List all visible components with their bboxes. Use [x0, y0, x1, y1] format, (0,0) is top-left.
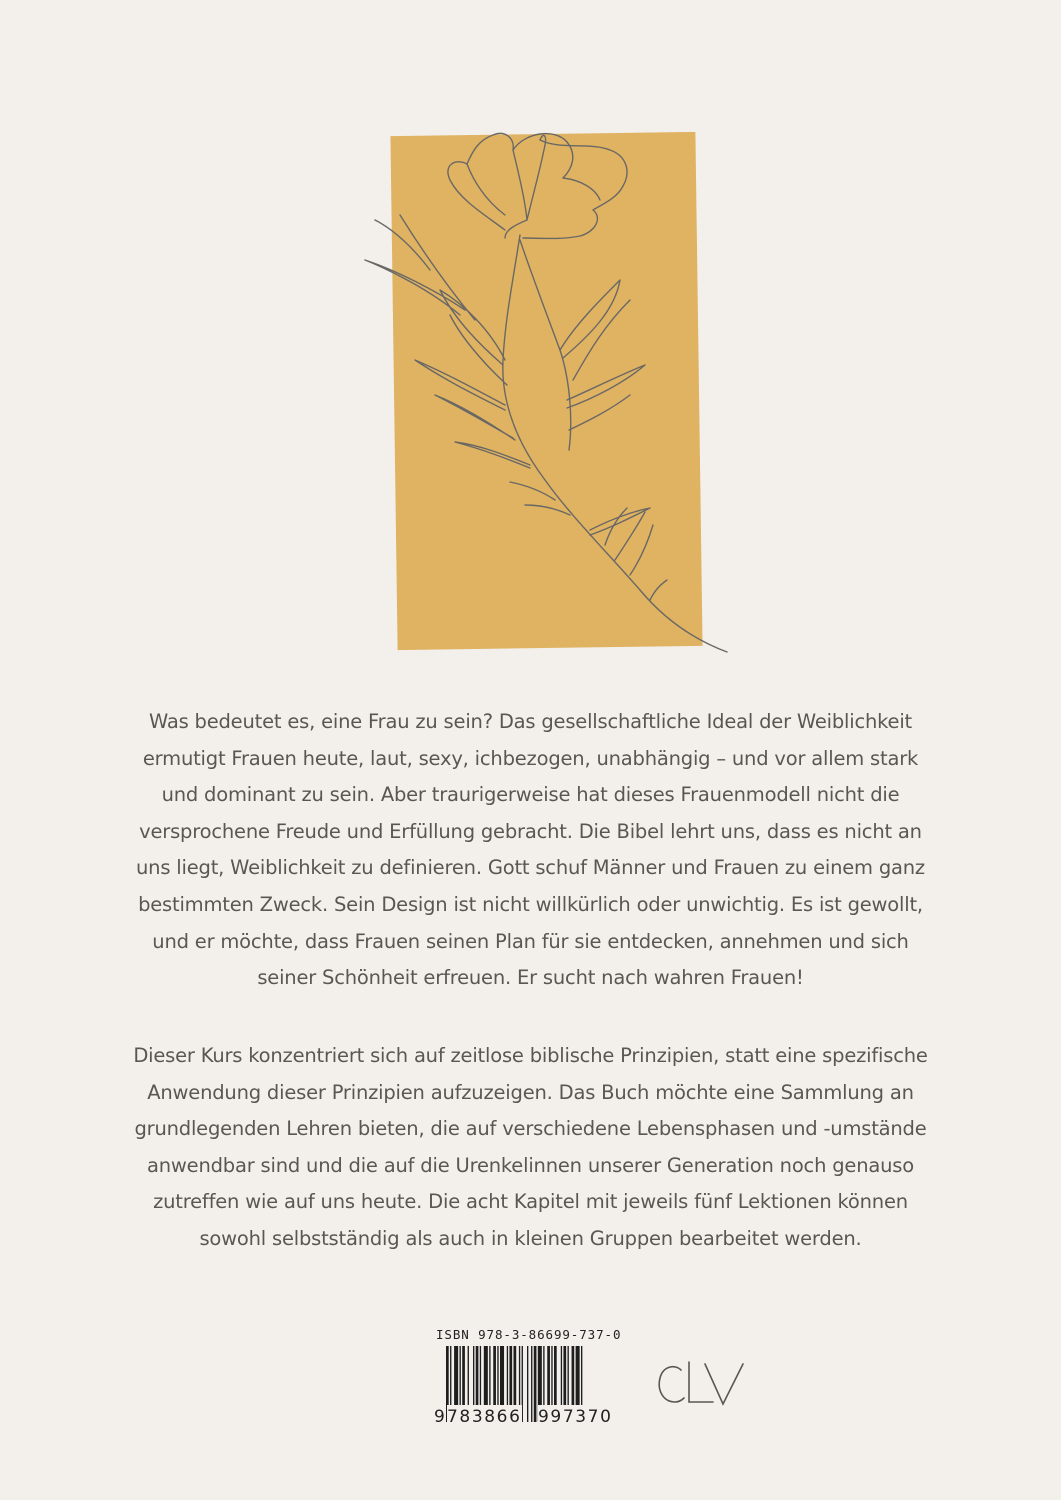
barcode-bar [531, 1346, 532, 1422]
barcode-digits-right: 997370 [538, 1407, 613, 1427]
barcode-bar [534, 1346, 537, 1422]
isbn-label: ISBN 978-3-86699-737-0 [436, 1327, 622, 1342]
blurb-paragraph-2 [90, 1038, 971, 1258]
blurb-text-2: Dieser Kurs konzentriert sich auf zeitlose biblische Prinzipien, statt eine spezifische Anwendung dieser Prinzipien aufzuzeigen. Das Buch möchte eine Sammlung an grundlegenden Lehren bieten, die auf verschiedene Lebensphasen und -umstände anwendbar sind und die auf die Urenkelinnen unserer Generation noch genauso zutreffen wie auf uns heute. Die acht Kapitel mit jeweils fünf Lektionen können sowohl selbstständig als auch in kleinen Gruppen bearbeitet werden. [133, 1044, 928, 1250]
barcode-digits-left: 783866 [447, 1407, 522, 1427]
barcode-bar [522, 1346, 523, 1422]
barcode-bar [527, 1346, 528, 1422]
ochre-panel [390, 132, 702, 650]
blurb-paragraph-1 [90, 704, 971, 997]
flower-illustration [355, 120, 755, 660]
barcode-digit-first: 9 [434, 1407, 445, 1427]
clv-logo-icon [655, 1358, 747, 1410]
blurb-text-1: Was bedeutet es, eine Frau zu sein? Das gesellschaftliche Ideal der Weiblichkeit ermutigt Frauen heute, laut, sexy, ichbezogen, unabhängig – und vor allem stark und dominant zu sein. Aber traurigerweise hat dieses Frauenmodell nicht die versprochene Freude und Erfüllung gebracht. Die Bibel lehrt uns, dass es nicht an uns liegt, Weiblichkeit zu definieren. Gott schuf Männer und Frauen zu einem ganz bestimmten Zweck. Sein Design ist nicht willkürlich oder unwichtig. Es ist gewollt, und er möchte, dass Frauen seinen Plan für sie entdecken, annehmen und sich seiner Schönheit erfreuen. Er sucht nach wahren Frauen! [136, 710, 925, 990]
